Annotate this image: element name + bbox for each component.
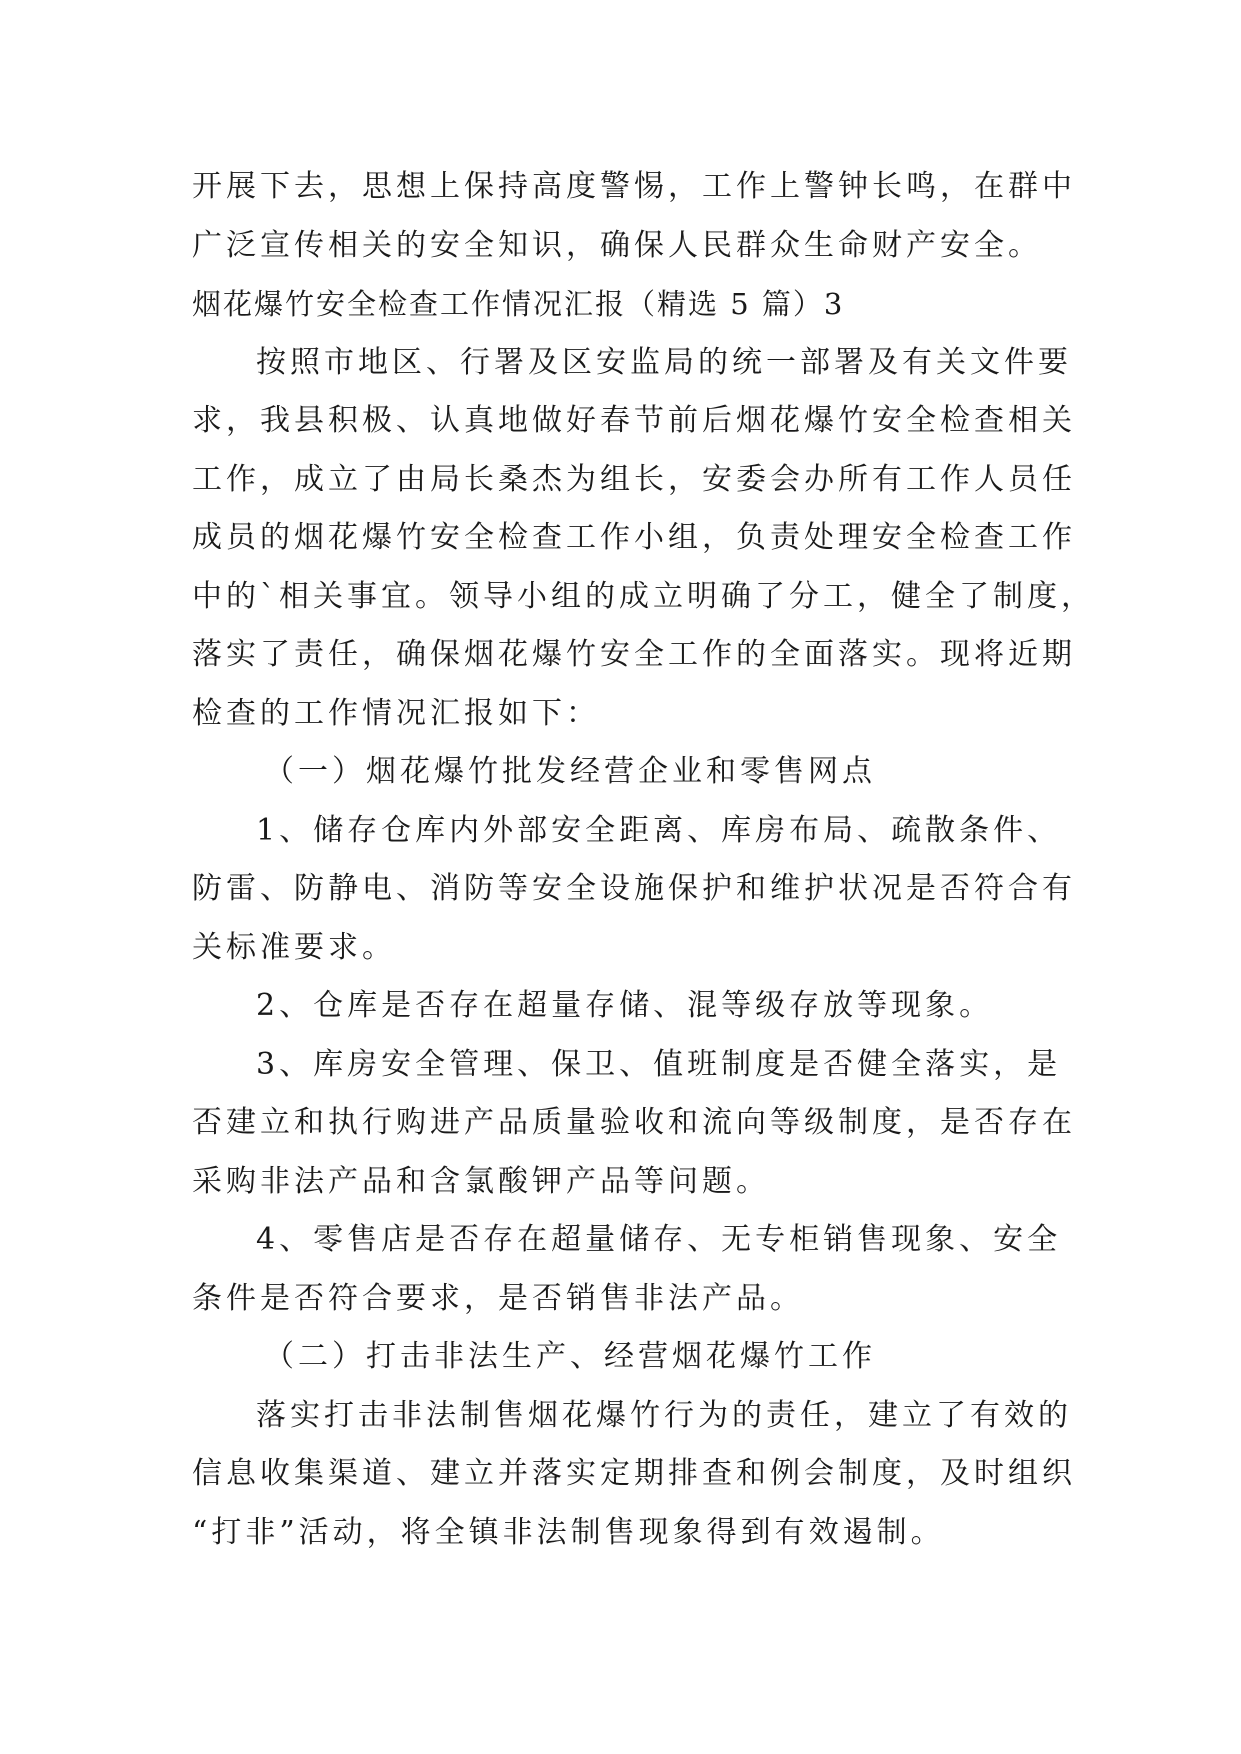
- subsection-heading: （二）打击非法生产、经营烟花爆竹工作: [264, 1339, 876, 1374]
- paragraph-line: 开展下去，思想上保持高度警惕，工作上警钟长鸣，在群中: [192, 169, 1076, 204]
- paragraph-line: 求，我县积极、认真地做好春节前后烟花爆竹安全检查相关: [192, 403, 1076, 438]
- paragraph-line: 否建立和执行购进产品质量验收和流向等级制度，是否存在: [192, 1105, 1076, 1140]
- paragraph-line: 广泛宣传相关的安全知识，确保人民群众生命财产安全。: [192, 227, 1042, 263]
- document-body: [192, 158, 1095, 1562]
- paragraph-line: 按照市地区、行署及区安监局的统一部署及有关文件要: [256, 344, 1072, 380]
- paragraph-line: 条件是否符合要求，是否销售非法产品。: [192, 1280, 804, 1316]
- paragraph-line: 信息收集渠道、建立并落实定期排查和例会制度，及时组织: [192, 1456, 1076, 1491]
- paragraph-line: 工作，成立了由局长桑杰为组长，安委会办所有工作人员任: [192, 461, 1076, 497]
- section-title: 烟花爆竹安全检查工作情况汇报（精选 5 篇）3: [192, 287, 845, 321]
- paragraph-line: 成员的烟花爆竹安全检查工作小组，负责处理安全检查工作: [192, 520, 1076, 555]
- paragraph-line: “打非”活动，将全镇非法制售现象得到有效遏制。: [192, 1514, 945, 1550]
- paragraph-line: 检查的工作情况汇报如下：: [192, 695, 600, 731]
- paragraph-line: 落实了责任，确保烟花爆竹安全工作的全面落实。现将近期: [192, 637, 1076, 672]
- paragraph-line: 关标准要求。: [192, 929, 396, 965]
- paragraph-line: 防雷、防静电、消防等安全设施保护和维护状况是否符合有: [192, 871, 1076, 906]
- paragraph-line: 采购非法产品和含氯酸钾产品等问题。: [192, 1163, 770, 1199]
- list-item: 3、库房安全管理、保卫、值班制度是否健全落实，是: [256, 1046, 1062, 1082]
- list-item: 2、仓库是否存在超量存储、混等级存放等现象。: [256, 988, 994, 1023]
- subsection-heading: （一）烟花爆竹批发经营企业和零售网点: [264, 754, 876, 789]
- paragraph-line: 中的`相关事宜。领导小组的成立明确了分工，健全了制度，: [192, 578, 1095, 614]
- paragraph-line: 落实打击非法制售烟花爆竹行为的责任，建立了有效的: [256, 1397, 1072, 1433]
- list-item: 4、零售店是否存在超量储存、无专柜销售现象、安全: [256, 1222, 1062, 1257]
- list-item: 1、储存仓库内外部安全距离、库房布局、疏散条件、: [256, 812, 1062, 848]
